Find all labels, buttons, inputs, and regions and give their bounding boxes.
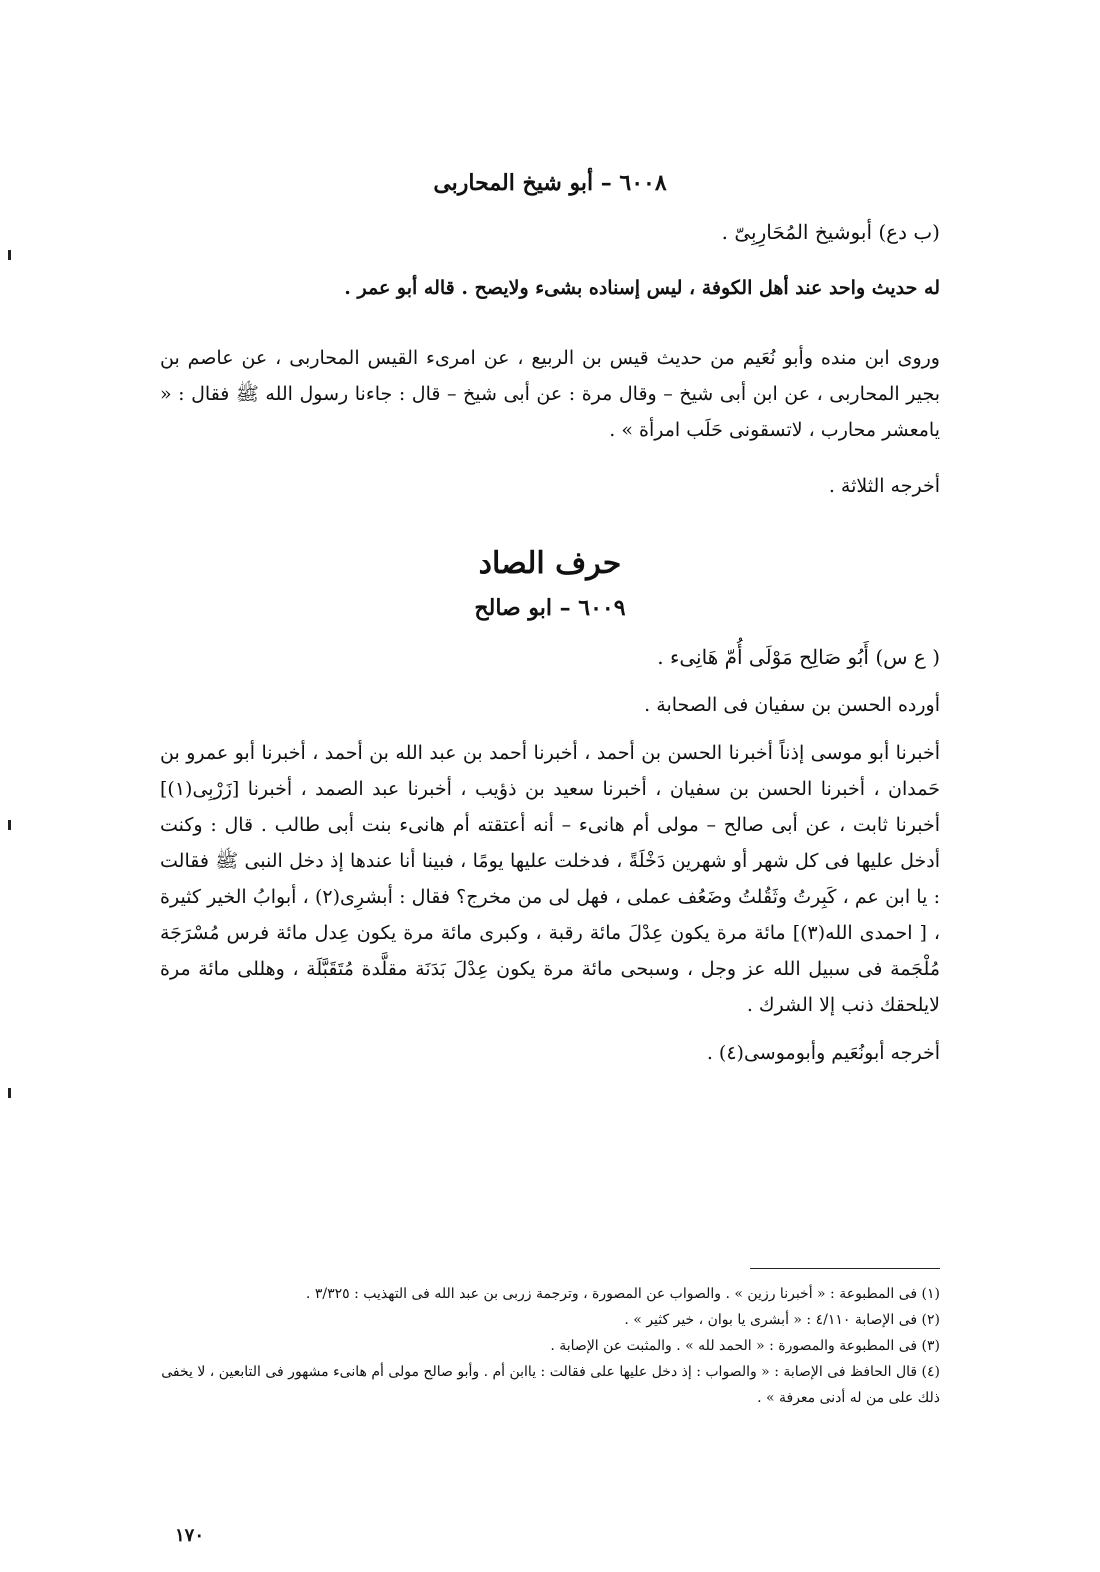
scan-artifact [8,820,11,830]
entry-source: أخرجه أبونُعَيم وأبوموسى(٤) . [706,1042,940,1064]
entry-code-line: (ب دع) أبوشيخ المُحَارِبِىّ . [721,220,940,244]
entry-heading: ٦٠٠٩ – ابو صالح [474,595,626,621]
entry-6009 [160,595,940,1071]
footnote: (١) فى المطبوعة : « أخبرنا رزين » . والصواب عن المصورة ، وترجمة زربى بن عبد الله فى التهذيب : ٣/٣٢٥ . [305,1286,940,1302]
entry-note: أورده الحسن بن سفيان فى الصحابة . [644,694,940,716]
entry-note: له حديث واحد عند أهل الكوفة ، ليس إسناده بشىء ولايصح . قاله أبو عمر . [344,277,940,299]
section-title: حرف الصاد [478,546,622,581]
footnote-rule [750,1268,940,1269]
entry-body: وروى ابن منده وأبو نُعَيم من حديث قيس بن الربيع ، عن امرىء القيس المحاربى ، عن عاصم بن بجير المحاربى ، عن ابن أبى شيخ – وقال مرة : عن أبى شيخ – قال : جاءنا رسول الله ﷺ فقال : « يامعشر محارب ، لاتسقونى حَلَب امرأة » . [160,347,940,441]
footnote: (٢) فى الإصابة ٤/١١٠ : « أبشرى يا بوان ، خير كثير » . [624,1312,940,1328]
footnotes-block [160,1268,940,1411]
scan-artifact [8,1088,11,1098]
entry-source: أخرجه الثلاثة . [828,475,940,497]
scan-artifact [8,250,11,260]
footnote: (٤) قال الحافظ فى الإصابة : « والصواب : إذ دخل عليها على فقالت : ياابن أم . وأبو صالح مولى أم هانىء مشهور فى التابعين ، لا يخفى ذلك على من له أدنى معرفة » . [161,1364,940,1406]
entry-6008 [160,170,940,504]
page-body [160,170,940,1091]
footnote: (٣) فى المطبوعة والمصورة : « الحمد لله » . والمثبت عن الإصابة . [550,1338,940,1354]
page-number: ١٧٠ [175,1525,205,1546]
entry-code-line: ( ع س) أَبُو صَالِح مَوْلَى أُمّ هَانِىء . [657,645,940,669]
entry-heading: ٦٠٠٨ – أبو شيخ المحاربى [433,170,667,196]
entry-body: أخبرنا أبو موسى إذناً أخبرنا الحسن بن أحمد ، أخبرنا أحمد بن عبد الله بن أحمد ، أخبرنا أبو عمرو بن حَمدان ، أخبرنا الحسن بن سفيان ، أخبرنا سعيد بن ذؤيب ، أخبرنا عبد الصمد ، أخبرنا [زَرْبِى(١)] أخبرنا ثابت ، عن أبى صالح – مولى أم هانىء – أنه أعتقته أم هانىء بنت أبى طالب . قال : وكنت أدخل عليها فى كل شهر أو شهرين دَخْلَةً ، فدخلت عليها يومًا ، فبينا أنا عندها إذ دخل النبى ﷺ فقالت : يا ابن عم ، كَبِرتُ وثَقُلتُ وضَعُف عملى ، فهل لى من مخرج؟ فقال : أبشرِى(٢) ، أبوابُ الخير كثيرة ، [ احمدى الله(٣)] مائة مرة يكون عِدْلَ مائة رقبة ، وكبرى مائة مرة يكون عِدل مائة فرس مُسْرَجَة مُلْجَمة فى سبيل الله عز وجل ، وسبحى مائة مرة يكون عِدْلَ بَدَنَة مقلَّدة مُتَقَبَّلَة ، وهللى مائة مرة لايلحقك ذنب إلا الشرك . [160,742,940,1016]
